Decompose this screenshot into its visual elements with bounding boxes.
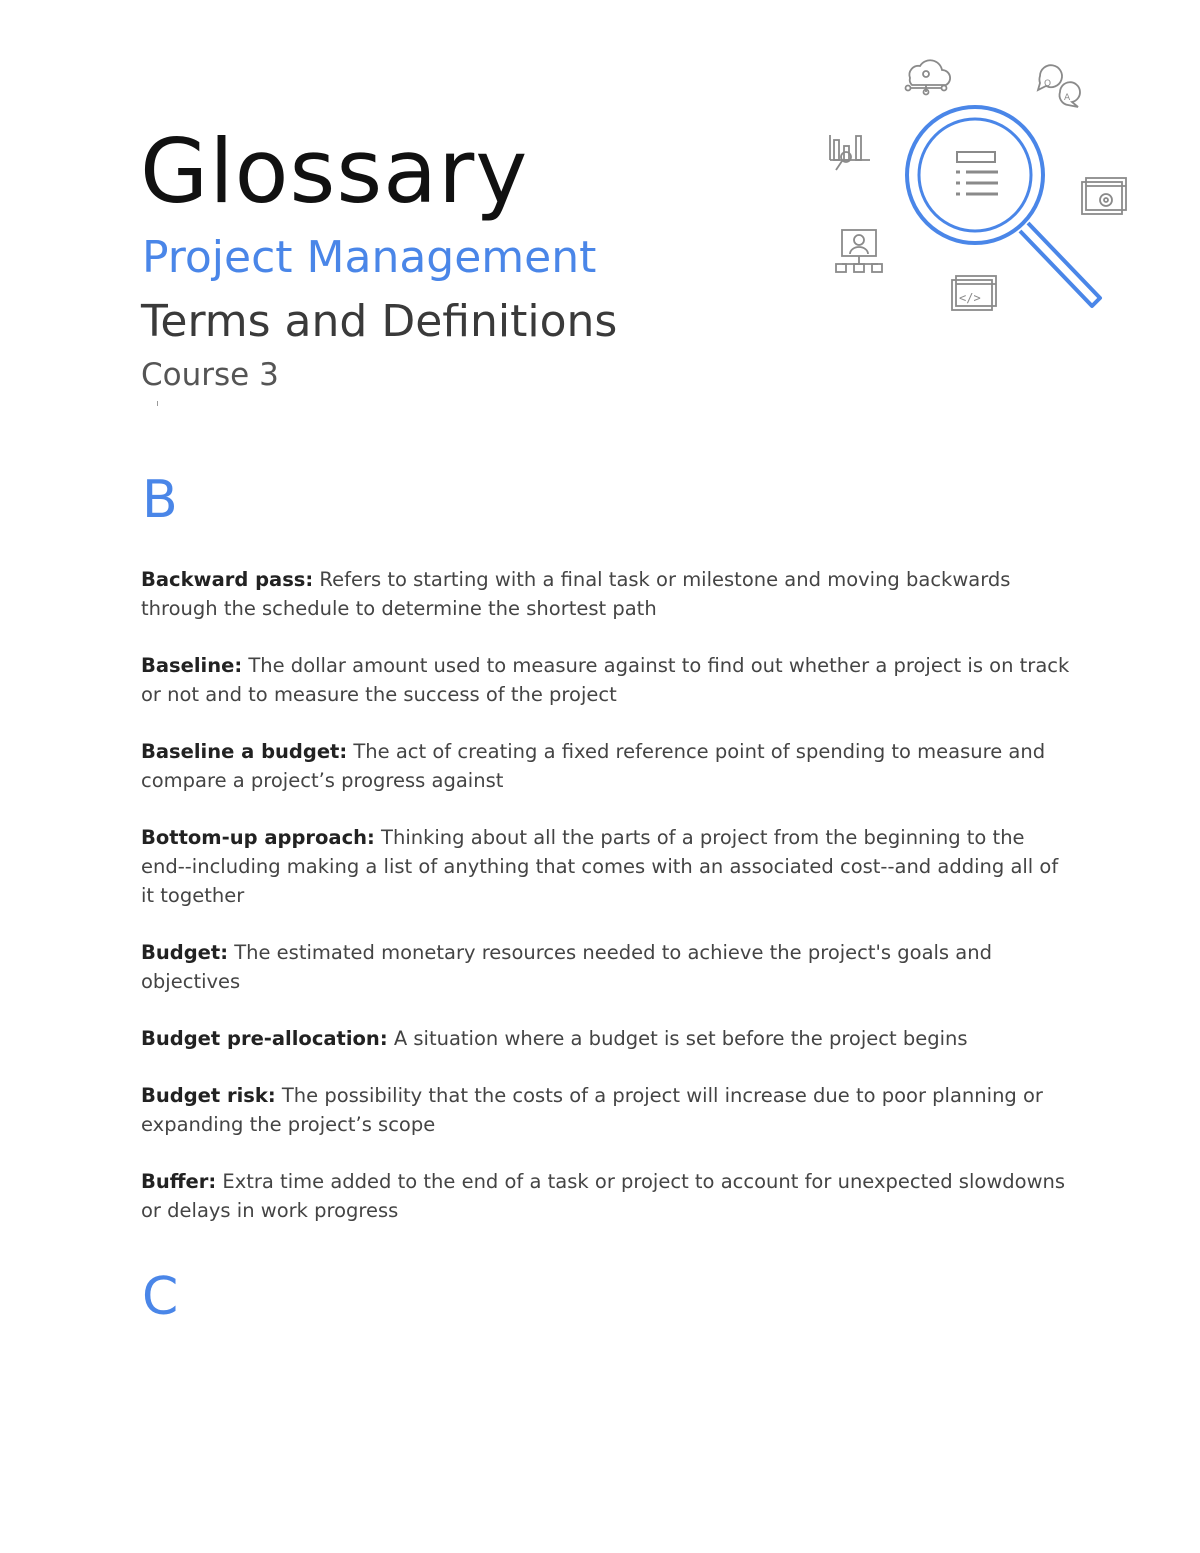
svg-text:</>: </>: [959, 291, 981, 305]
magnifying-glass-document-icon: [907, 107, 1100, 306]
entry-definition: The estimated monetary resources needed to achieve the project's goals and objectives: [141, 941, 992, 993]
glossary-illustration: [820, 40, 1140, 330]
glossary-entry: [141, 1167, 1071, 1225]
glossary-entry: [141, 1024, 1071, 1053]
entry-definition: Thinking about all the parts of a project from the beginning to the end--including making a list of anything that comes with an associated cost--and adding all of it together: [141, 826, 1059, 907]
person-hierarchy-icon: [836, 230, 882, 272]
entry-definition: A situation where a budget is set before the project begins: [393, 1027, 968, 1050]
section-letter-b: B: [142, 470, 178, 530]
glossary-entry-list: [141, 565, 1071, 1253]
entry-definition: The act of creating a fixed reference point of spending to measure and compare a project’s progress against: [141, 740, 1046, 792]
entry-definition: Extra time added to the end of a task or project to account for unexpected slowdowns or delays in work progress: [141, 1170, 1066, 1222]
glossary-entry: [141, 823, 1071, 910]
cloud-network-icon: [906, 60, 951, 94]
glossary-entry: [141, 737, 1071, 795]
entry-term: Baseline a budget:: [141, 740, 348, 763]
svg-text:A: A: [1064, 93, 1071, 103]
glossary-entry: [141, 651, 1071, 709]
glossary-entry: [141, 938, 1071, 996]
chat-bubbles-icon: [1038, 65, 1080, 107]
entry-term: Budget:: [141, 941, 229, 964]
page-subtitle: Project Management: [142, 232, 597, 283]
entry-term: Baseline:: [141, 654, 243, 677]
settings-window-icon: [1082, 178, 1126, 214]
entry-term: Budget risk:: [141, 1084, 276, 1107]
entry-term: Bottom-up approach:: [141, 826, 375, 849]
glossary-entry: [141, 565, 1071, 623]
entry-definition: Refers to starting with a final task or milestone and moving backwards through the schedule to determine the shortest path: [141, 568, 1011, 620]
entry-term: Buffer:: [141, 1170, 217, 1193]
entry-term: Backward pass:: [141, 568, 314, 591]
divider-mark: [157, 401, 158, 406]
entry-definition: The possibility that the costs of a project will increase due to poor planning or expanding the project’s scope: [141, 1084, 1043, 1136]
entry-definition: The dollar amount used to measure against to find out whether a project is on track or not and to measure the success of the project: [141, 654, 1070, 706]
section-heading: Terms and Definitions: [141, 296, 618, 347]
svg-text:Q: Q: [1044, 79, 1052, 89]
bar-chart-search-icon: [830, 135, 870, 170]
page-title: Glossary: [140, 120, 529, 223]
code-window-icon: [952, 276, 996, 310]
section-letter-c: C: [142, 1267, 179, 1327]
entry-term: Budget pre-allocation:: [141, 1027, 388, 1050]
course-label: Course 3: [141, 357, 279, 393]
glossary-entry: [141, 1081, 1071, 1139]
